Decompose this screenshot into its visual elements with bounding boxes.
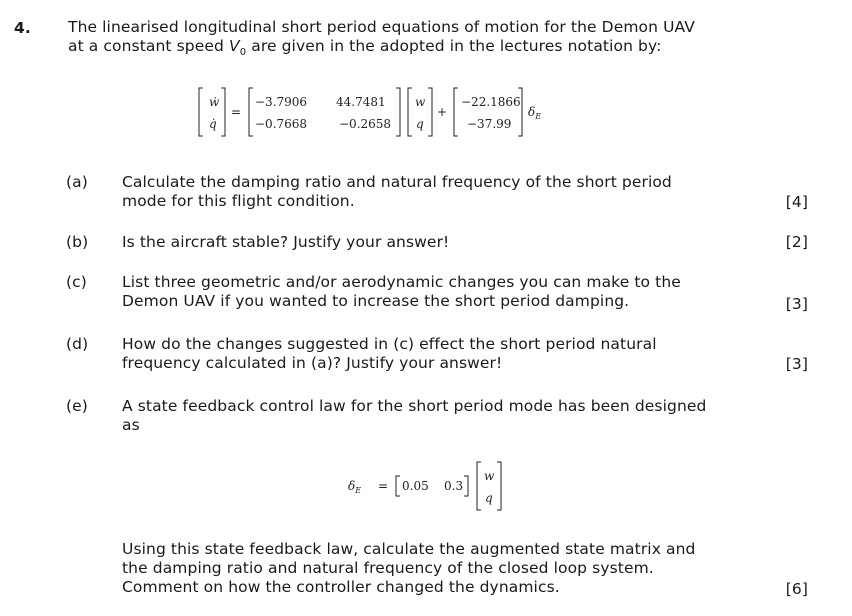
final-line-3: Comment on how the controller changed the dynamics. <box>122 578 560 596</box>
final-line-2: the damping ratio and natural frequency of the closed loop system. <box>122 559 654 577</box>
part-c-text <box>122 273 762 311</box>
part-c-line-1: List three geometric and/or aerodynamic changes you can make to the <box>122 273 681 291</box>
part-b-line-1: Is the aircraft stable? Justify your answer! <box>122 233 450 251</box>
part-d-text <box>122 335 762 373</box>
part-a-text <box>122 173 762 211</box>
part-d-marks: [3] <box>785 355 808 373</box>
b-vector <box>454 88 522 136</box>
gain-row-vector <box>396 476 468 496</box>
state-space-equation <box>195 84 615 140</box>
part-b-marks: [2] <box>785 233 808 251</box>
state-q: q <box>416 117 424 131</box>
feedback-state-q: q <box>485 491 493 505</box>
intro-line-2-start: at a constant speed <box>68 37 229 55</box>
feedback-delta: δ <box>348 479 356 493</box>
part-e-text <box>122 397 762 435</box>
a12: 44.7481 <box>336 95 386 109</box>
final-text <box>122 540 762 597</box>
state-derivative-vector <box>199 88 225 136</box>
part-e-label: (e) <box>66 397 88 415</box>
b2: −37.99 <box>467 117 512 131</box>
final-marks: [6] <box>785 580 808 598</box>
part-c-label: (c) <box>66 273 87 291</box>
gain-k2: 0.3 <box>444 479 464 493</box>
part-a-line-2: mode for this flight condition. <box>122 192 355 210</box>
part-a-line-1: Calculate the damping ratio and natural frequency of the short period <box>122 173 672 191</box>
elevator-delta: δ <box>528 105 536 119</box>
state-vector <box>408 88 432 136</box>
question-intro <box>68 18 768 62</box>
feedback-equals: = <box>378 479 389 493</box>
a-matrix <box>249 88 400 136</box>
part-c-marks: [3] <box>785 295 808 313</box>
q-dot: q̇ <box>209 117 217 131</box>
part-e-line-2: as <box>122 416 140 434</box>
feedback-law-equation <box>348 458 578 514</box>
final-line-1: Using this state feedback law, calculate the augmented state matrix and <box>122 540 696 558</box>
intro-line-2 <box>68 37 768 62</box>
feedback-subscript: E <box>355 486 362 495</box>
part-b-text <box>122 233 762 252</box>
part-d-line-1: How do the changes suggested in (c) effect the short period natural <box>122 335 657 353</box>
question-number: 4. <box>14 19 31 37</box>
feedback-state-w: w <box>484 469 495 483</box>
equals-sign: = <box>231 105 242 119</box>
state-w: w <box>415 95 426 109</box>
intro-line-1: The linearised longitudinal short period equations of motion for the Demon UAV <box>68 18 695 36</box>
w-dot: ẇ <box>209 95 220 109</box>
plus-sign: + <box>437 105 448 119</box>
a11: −3.7906 <box>255 95 308 109</box>
elevator-subscript: E <box>535 112 542 121</box>
part-d-label: (d) <box>66 335 89 353</box>
feedback-state-vector <box>477 462 501 510</box>
part-c-line-2: Demon UAV if you wanted to increase the short period damping. <box>122 292 630 310</box>
gain-k1: 0.05 <box>402 479 429 493</box>
intro-line-2-end: are given in the adopted in the lectures notation by: <box>246 37 662 55</box>
a22: −0.2658 <box>339 117 392 131</box>
feedback-lhs <box>348 479 361 495</box>
part-a-marks: [4] <box>785 193 808 211</box>
a21: −0.7668 <box>255 117 308 131</box>
part-d-line-2: frequency calculated in (a)? Justify your answer! <box>122 354 503 372</box>
speed-symbol: V <box>229 37 240 55</box>
speed-subscript: 0 <box>239 47 247 59</box>
part-b-label: (b) <box>66 233 89 251</box>
part-a-label: (a) <box>66 173 88 191</box>
b1: −22.1866 <box>461 95 521 109</box>
elevator-input <box>528 105 541 121</box>
part-e-line-1: A state feedback control law for the short period mode has been designed <box>122 397 707 415</box>
